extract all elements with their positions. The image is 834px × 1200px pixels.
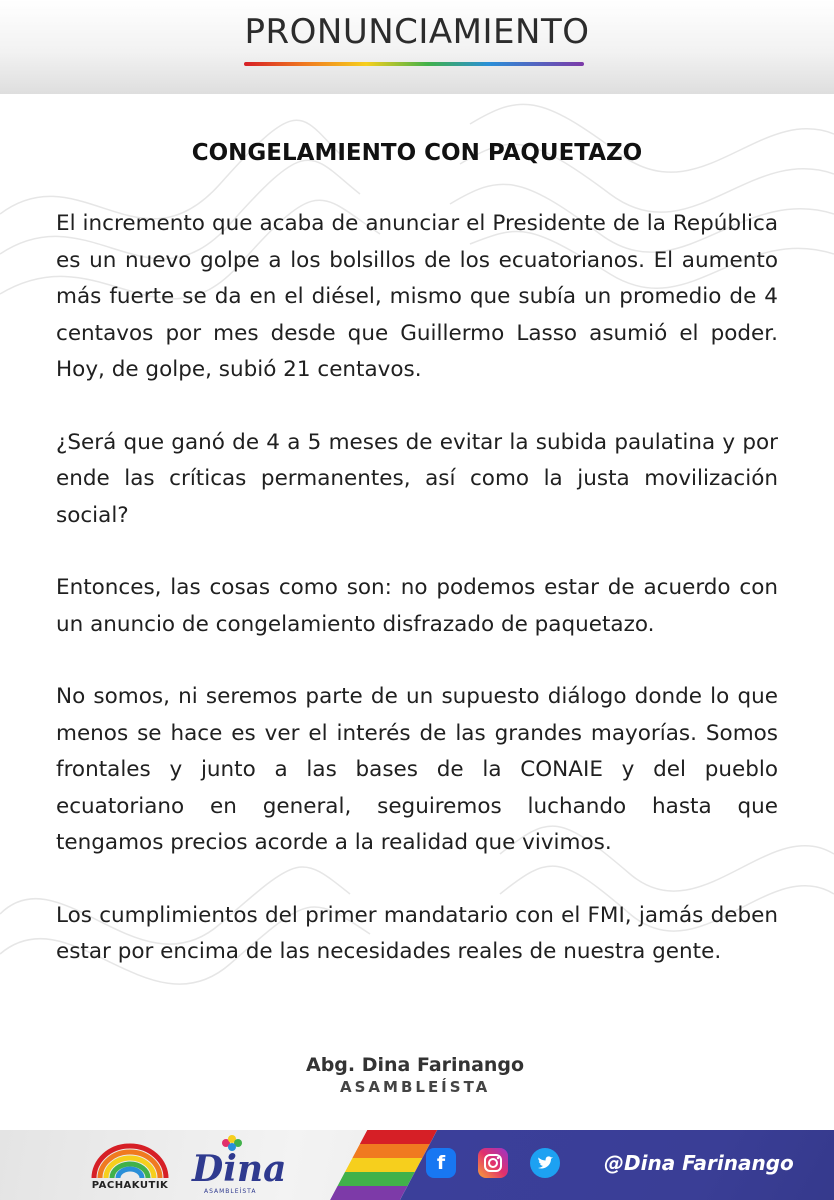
- paragraph: No somos, ni seremos parte de un supuesto diálogo donde lo que menos se hace es ver el interés de las grandes mayorías. Somos frontales y junto a las bases de la CONAIE y del pueblo ecuatoriano en general, seguiremos luchando hasta que tengamos precios acorde a la realidad que vivimos.: [56, 684, 778, 855]
- rainbow-logo-icon: [86, 1140, 174, 1180]
- paragraph: ¿Será que ganó de 4 a 5 meses de evitar la subida paulatina y por ende las críticas permanentes, así como la justa movilización social?: [56, 429, 778, 528]
- statement-body: [56, 206, 778, 1007]
- paragraph: El incremento que acaba de anunciar el Presidente de la República es un nuevo golpe a los bolsillos de los ecuatorianos. El aumento más fuerte se da en el diésel, mismo que subía un promedio de 4 centavos por mes desde que Guillermo Lasso asumió el poder. Hoy, de golpe, subió 21 centavos.: [56, 211, 778, 382]
- signature-role: ASAMBLEÍSTA: [340, 1078, 491, 1096]
- footer-band: [0, 1130, 834, 1200]
- page-title: PRONUNCIAMIENTO: [244, 12, 590, 52]
- twitter-icon[interactable]: [530, 1148, 560, 1178]
- dina-logo-sub: ASAMBLEÍSTA: [204, 1188, 257, 1195]
- social-handle: @Dina Farinango: [604, 1151, 794, 1175]
- paragraph: Entonces, las cosas como son: no podemos estar de acuerdo con un anuncio de congelamiento disfrazado de paquetazo.: [56, 575, 778, 637]
- instagram-icon[interactable]: [478, 1148, 508, 1178]
- header-band: [0, 0, 834, 94]
- dina-logo-text: Dina: [192, 1148, 287, 1190]
- pachakutik-label: PACHAKUTIK: [91, 1180, 169, 1191]
- paragraph: Los cumplimientos del primer mandatario con el FMI, jamás deben estar por encima de las necesidades reales de nuestra gente.: [56, 902, 778, 964]
- signature-name: Abg. Dina Farinango: [306, 1054, 525, 1076]
- pachakutik-logo: [86, 1140, 174, 1194]
- dina-logo: [190, 1134, 287, 1196]
- document-headline: CONGELAMIENTO CON PAQUETAZO: [191, 140, 643, 166]
- rainbow-divider: [244, 62, 584, 66]
- facebook-icon[interactable]: f: [426, 1148, 456, 1178]
